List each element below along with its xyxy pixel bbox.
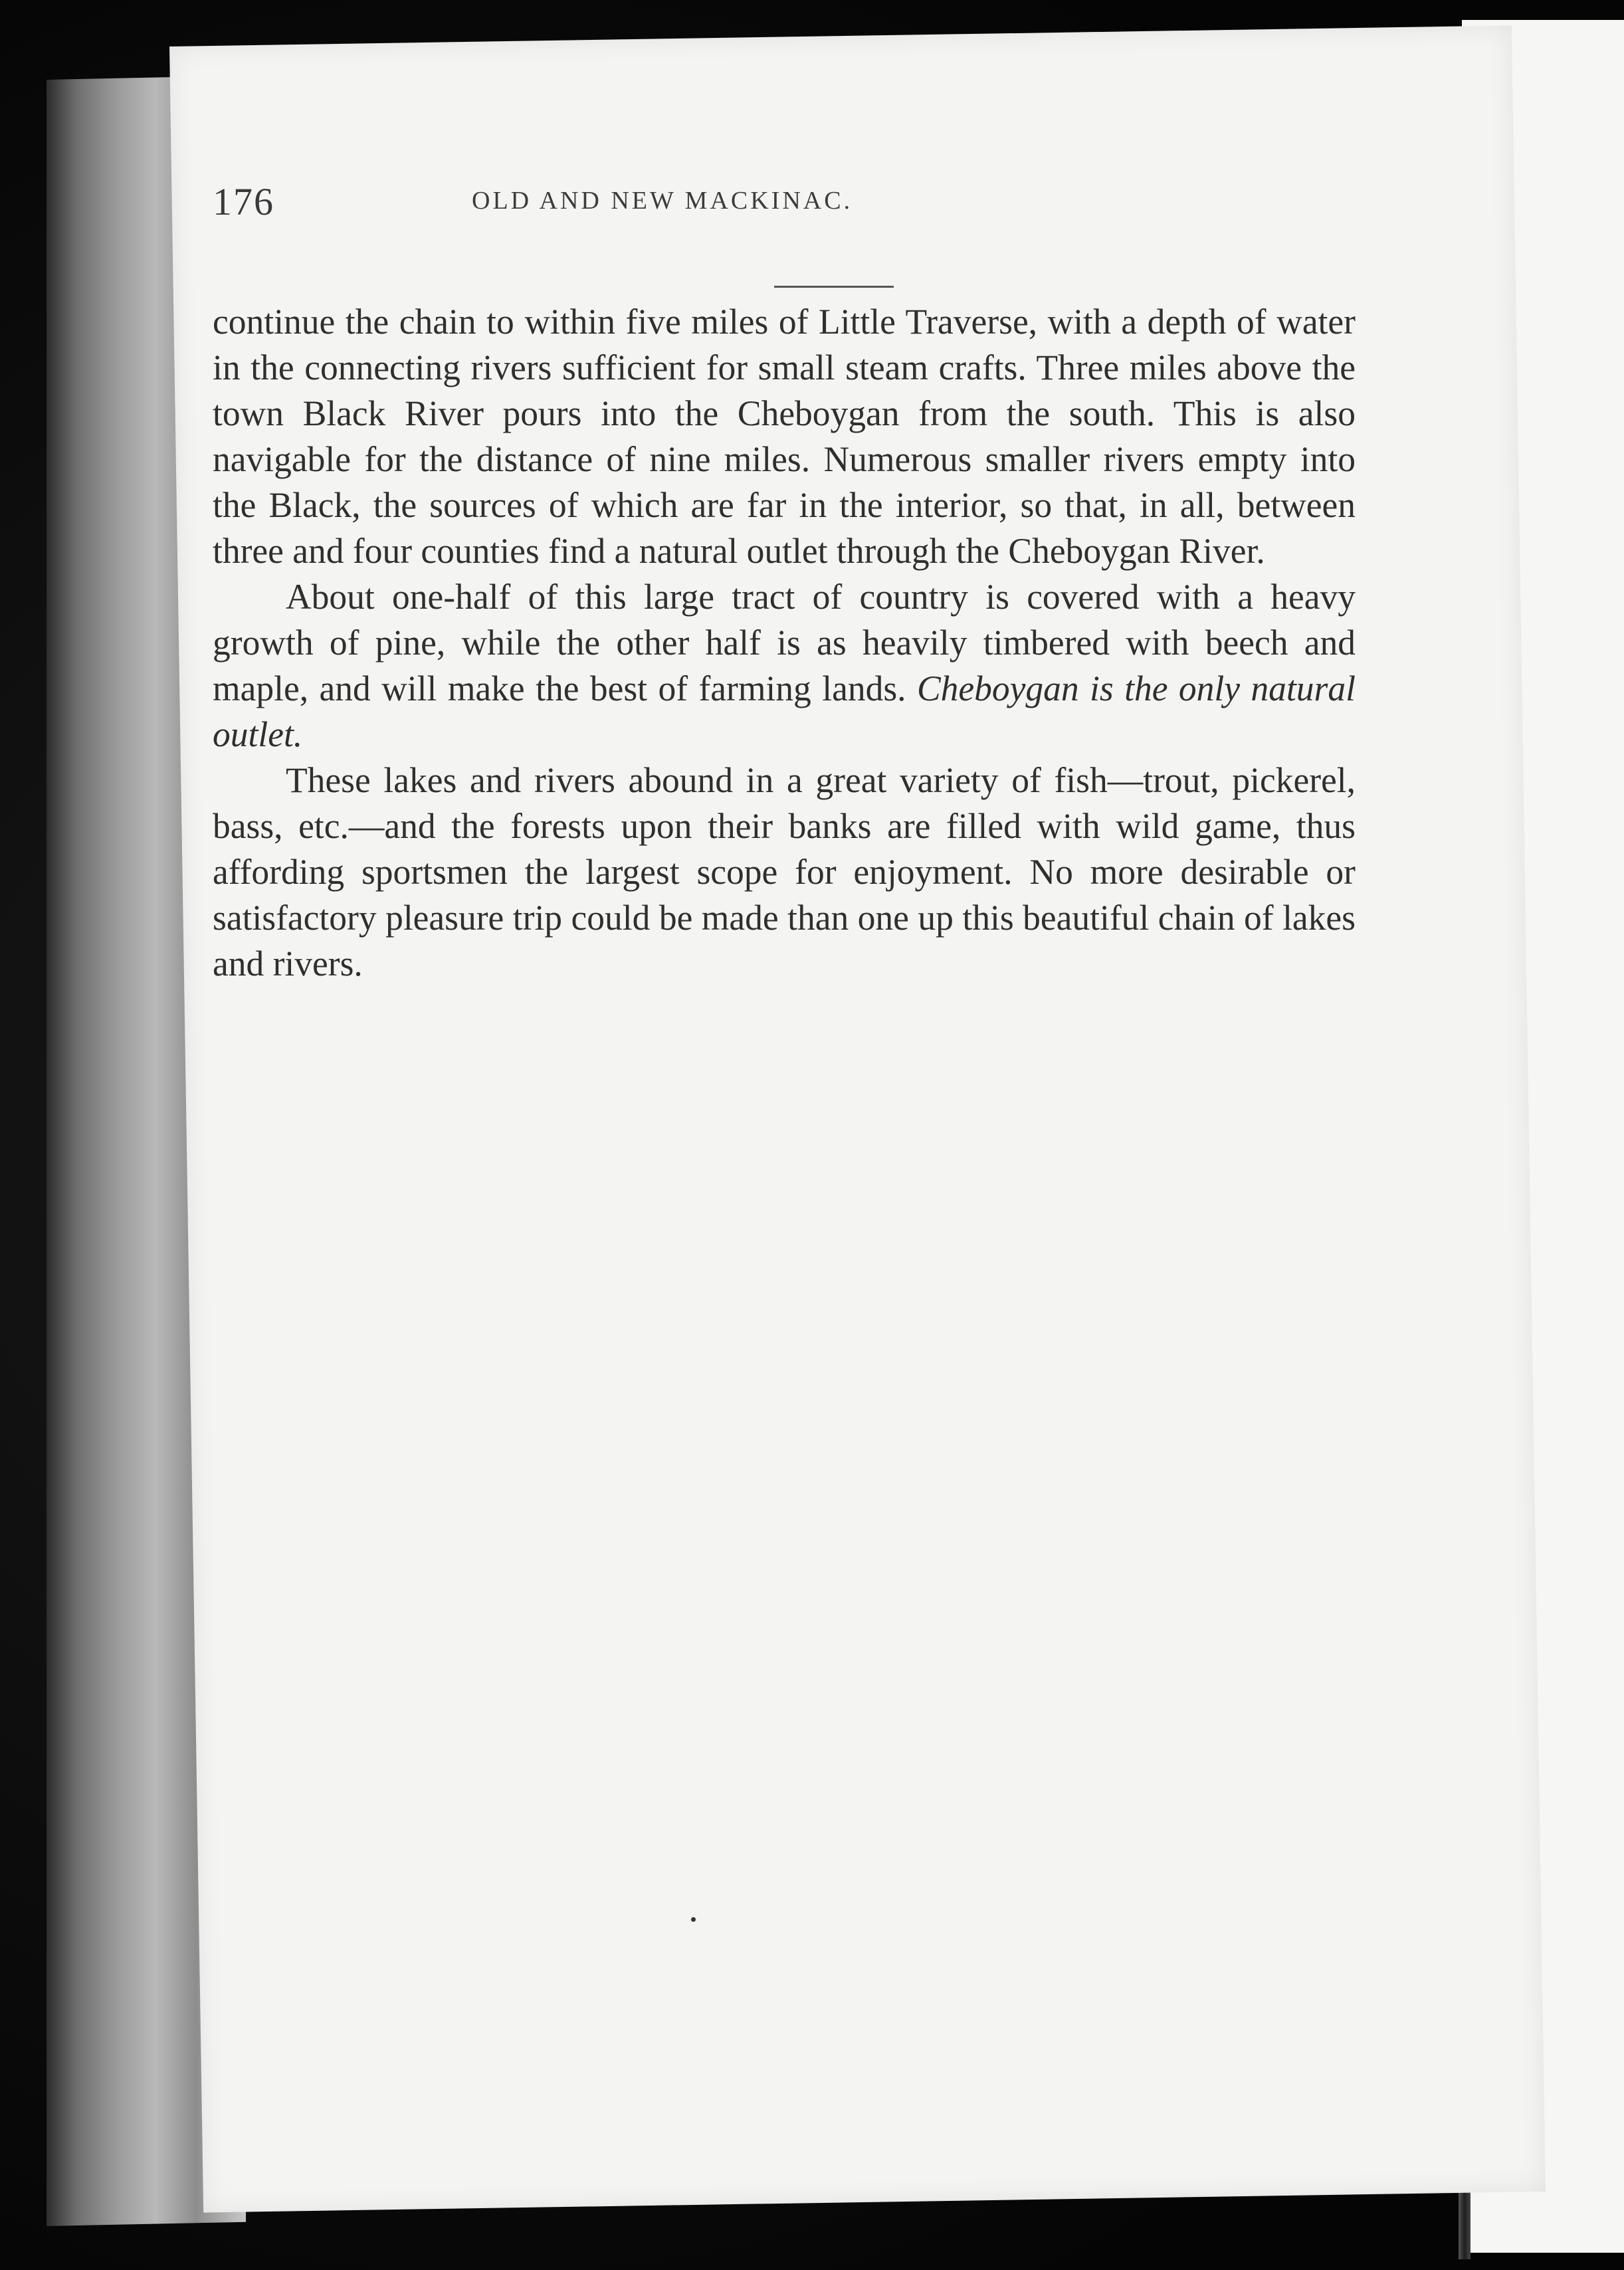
page-header [213, 179, 1342, 246]
paragraph: continue the chain to within five miles of Little Traverse, with a depth of water in the connecting rivers sufficient for small steam crafts. Three miles above the town Black River pours into the Cheboygan from the south. This is also navigable for the distance of nine miles. Numerous smaller rivers empty into the Black, the sources of which are far in the interior, so that, in all, between three and four counties find a natural outlet through the Cheboygan River. [213, 302, 1356, 571]
body-text [213, 299, 1356, 987]
ink-speck [691, 1917, 696, 1922]
running-head: OLD AND NEW MACKINAC. [472, 187, 853, 215]
header-rule [774, 286, 894, 288]
paragraph-text: About one-half of this large tract of country is covered with a heavy growth of pine, while the other half is as heavily timbered with beech and maple, and will make the best of farming lands. [213, 577, 1356, 708]
italic-emphasis: Cheboygan is the only natural outlet. [213, 669, 1356, 754]
paragraph: These lakes and rivers abound in a great variety of fish—trout, pickerel, bass, etc.—and the forests upon their banks are filled with wild game, thus affording sportsmen the largest scope for enjoyment. No more desirable or satisfactory pleasure trip could be made than one up this beautiful chain of lakes and rivers. [213, 760, 1356, 983]
page-number: 176 [213, 180, 274, 223]
paragraph [213, 574, 1356, 758]
